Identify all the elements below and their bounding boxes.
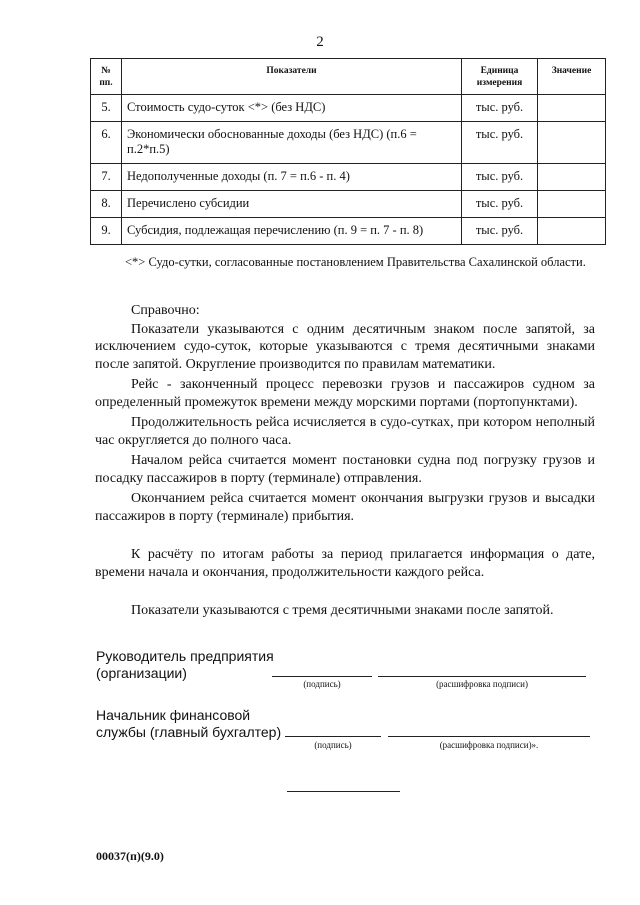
row-unit: тыс. руб.: [462, 164, 538, 191]
row-value[interactable]: [538, 218, 606, 245]
head-title-line1: Руководитель предприятия: [96, 648, 274, 664]
row-name: Стоимость судо-суток <*> (без НДС): [122, 95, 462, 122]
indicators-table: [90, 58, 606, 245]
header-num: № пп.: [91, 59, 122, 95]
reference-paragraph: Рейс - законченный процесс перевозки грузов и пассажиров судном за определенный промежуток времени между морскими портами (портопунктами).: [95, 377, 595, 410]
row-unit: тыс. руб.: [462, 191, 538, 218]
reference-section: [95, 302, 595, 620]
row-name: Экономически обоснованные доходы (без НДС) (п.6 = п.2*п.5): [122, 122, 462, 164]
row-value[interactable]: [538, 122, 606, 164]
table-header-row: [91, 59, 606, 95]
row-value[interactable]: [538, 95, 606, 122]
row-value[interactable]: [538, 164, 606, 191]
head-signature-line[interactable]: [272, 676, 372, 677]
reference-paragraph: Окончанием рейса считается момент окончания выгрузки грузов и высадки пассажиров в порту (терминале) прибытия.: [95, 491, 595, 524]
row-value[interactable]: [538, 191, 606, 218]
reference-paragraph: Показатели указываются с одним десятичным знаком после запятой, за исключением судо-суток, которые указываются с тремя десятичными знаками после запятой. Округление производится по правилам математики.: [95, 321, 595, 372]
separator-line: [287, 791, 400, 792]
head-decode-line[interactable]: [378, 676, 586, 677]
row-num: 7.: [91, 164, 122, 191]
row-unit: тыс. руб.: [462, 122, 538, 164]
table-row: [91, 164, 606, 191]
reference-heading: Справочно:: [131, 303, 200, 318]
head-signature-hint: (подпись): [303, 679, 341, 689]
row-unit: тыс. руб.: [462, 218, 538, 245]
row-num: 6.: [91, 122, 122, 164]
row-num: 9.: [91, 218, 122, 245]
fin-title-line2: службы (главный бухгалтер): [96, 724, 282, 740]
table-row: [91, 122, 606, 164]
header-name: Показатели: [122, 59, 462, 95]
reference-paragraph: К расчёту по итогам работы за период прилагается информация о дате, времени начала и окончания, продолжительности каждого рейса.: [95, 547, 595, 580]
row-unit: тыс. руб.: [462, 95, 538, 122]
form-code: 00037(п)(9.0): [96, 849, 164, 863]
page-number: 2: [316, 34, 324, 50]
row-num: 8.: [91, 191, 122, 218]
header-value: Значение: [538, 59, 606, 95]
fin-decode-hint: (расшифровка подписи)».: [439, 740, 539, 750]
row-name: Перечислено субсидии: [122, 191, 462, 218]
fin-decode-line[interactable]: [388, 736, 590, 737]
footnote: <*> Судо-сутки, согласованные постановлением Правительства Сахалинской области.: [125, 255, 586, 269]
table-row: [91, 191, 606, 218]
head-title-line2: (организации): [96, 665, 187, 681]
reference-paragraph: Началом рейса считается момент постановки судна под погрузку грузов и посадку пассажиров в порту (терминале) отправления.: [95, 453, 595, 486]
reference-paragraph: Показатели указываются с тремя десятичными знаками после запятой.: [131, 603, 554, 618]
head-decode-hint: (расшифровка подписи): [436, 679, 528, 689]
row-name: Недополученные доходы (п. 7 = п.6 - п. 4): [122, 164, 462, 191]
table-row: [91, 95, 606, 122]
fin-signature-line[interactable]: [285, 736, 381, 737]
fin-signature-hint: (подпись): [314, 740, 352, 750]
row-name: Субсидия, подлежащая перечислению (п. 9 = п. 7 - п. 8): [122, 218, 462, 245]
fin-title-line1: Начальник финансовой: [96, 707, 251, 723]
header-unit: Единица измерения: [462, 59, 538, 95]
row-num: 5.: [91, 95, 122, 122]
reference-paragraph: Продолжительность рейса исчисляется в судо-сутках, при котором неполный час округляется до полного часа.: [95, 415, 595, 448]
table-row: [91, 218, 606, 245]
